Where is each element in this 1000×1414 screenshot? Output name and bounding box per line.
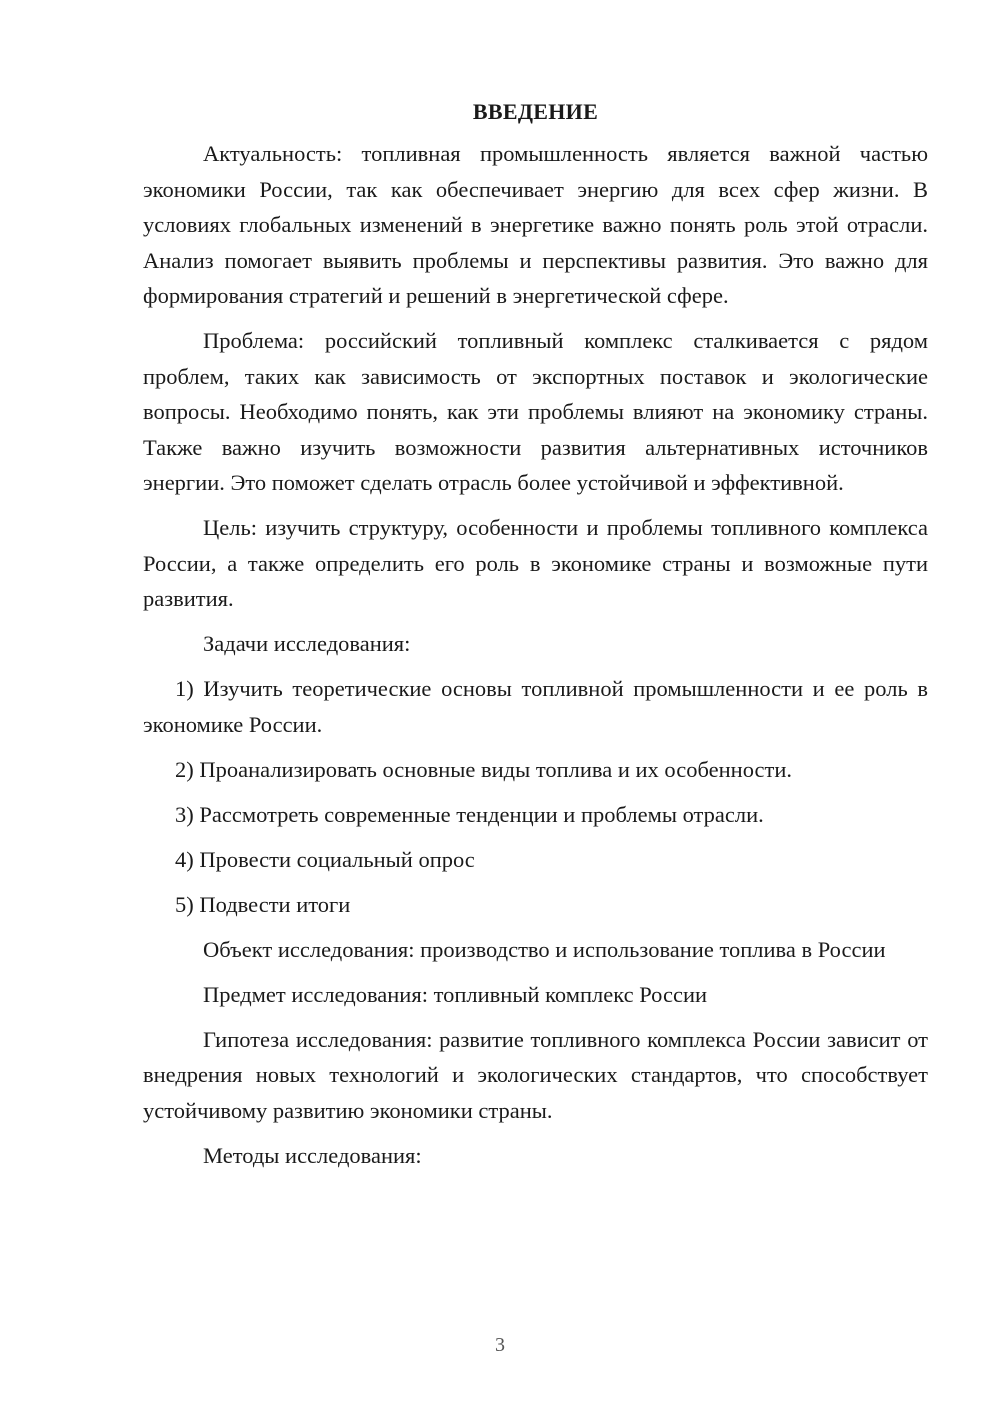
task-item: 2) Проанализировать основные виды топлива и их особенности. — [175, 756, 792, 782]
problem-paragraph: Проблема: российский топливный комплекс сталкивается с рядом проблем, таких как зависимость от экспортных поставок и экологические вопросы. Необходимо понять, как эти проблемы влияют на экономику страны. Также важно изучить возможности развития альтернативных источников энергии. Это поможет сделать отрасль более устойчивой и эффективной. — [143, 328, 928, 495]
page-content — [143, 94, 928, 1173]
task-item: 3) Рассмотреть современные тенденции и проблемы отрасли. — [175, 801, 764, 827]
task-item: 4) Провести социальный опрос — [175, 846, 475, 872]
section-heading: ВВЕДЕНИЕ — [472, 99, 599, 124]
page-number: 3 — [495, 1334, 505, 1356]
methods-heading: Методы исследования: — [203, 1142, 422, 1168]
object-paragraph: Объект исследования: производство и использование топлива в России — [203, 936, 886, 962]
hypothesis-paragraph: Гипотеза исследования: развитие топливного комплекса России зависит от внедрения новых технологий и экологических стандартов, что способствует устойчивому развитию экономики страны. — [143, 1026, 928, 1123]
relevance-paragraph: Актуальность: топливная промышленность является важной частью экономики России, так как обеспечивает энергию для всех сфер жизни. В условиях глобальных изменений в энергетике важно понять роль этой отрасли. Анализ помогает выявить проблемы и перспективы развития. Это важно для формирования стратегий и решений в энергетической сфере. — [143, 141, 928, 308]
goal-paragraph: Цель: изучить структуру, особенности и проблемы топливного комплекса России, а также определить его роль в экономике страны и возможные пути развития. — [143, 515, 928, 611]
tasks-heading: Задачи исследования: — [203, 631, 411, 656]
task-item: 5) Подвести итоги — [175, 891, 351, 917]
task-item: 1) Изучить теоретические основы топливной промышленности и ее роль в экономике России. — [143, 676, 928, 737]
subject-paragraph: Предмет исследования: топливный комплекс России — [203, 981, 708, 1007]
